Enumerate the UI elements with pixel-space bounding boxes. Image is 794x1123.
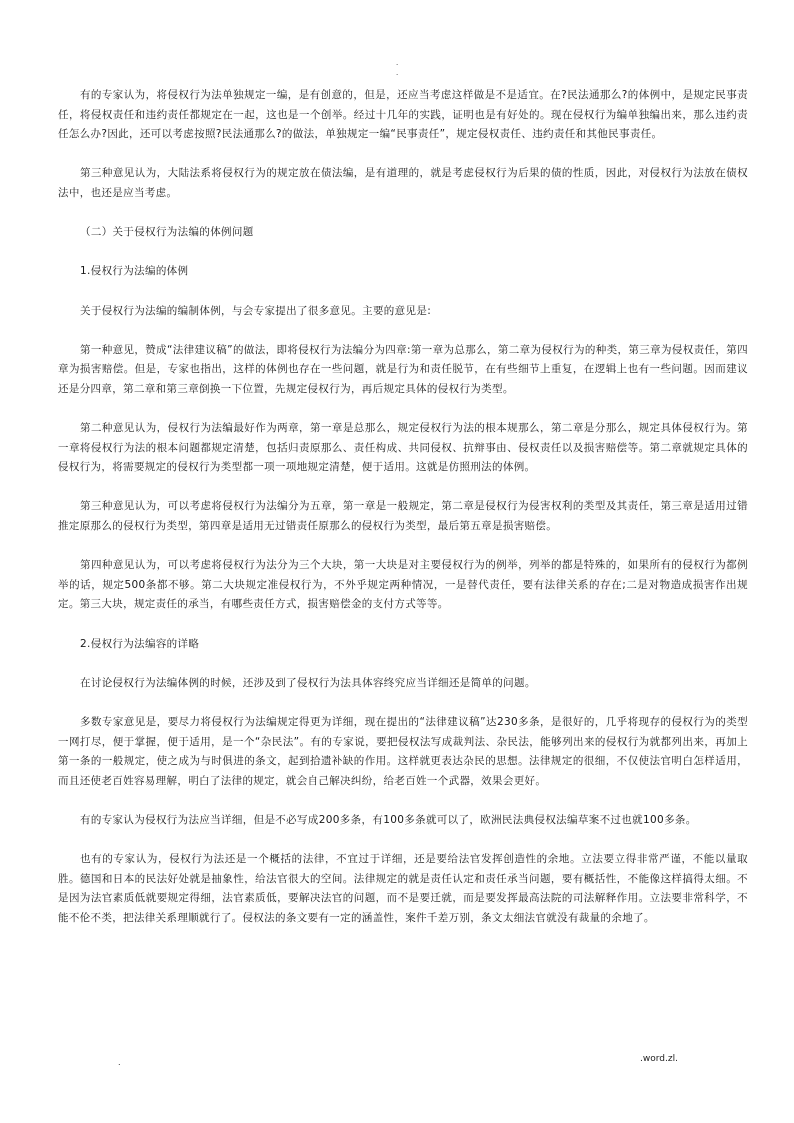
paragraph: 有的专家认为侵权行为法应当详细，但是不必写成200多条，有100多条就可以了，欧洲民法典侵权法编草案不过也就100多条。 (80, 813, 697, 826)
section-heading: （二）关于侵权行为法编的体例问题 (80, 226, 254, 239)
paragraph: 第三种意见认为，大陆法系将侵权行为的规定放在债法编，是有道理的，就是考虑侵权行为后果的债的性质，因此，对侵权行为法放在债权法中，也还是应当考虑。 (58, 167, 748, 199)
subsection-heading: 1.侵权行为法编的体例 (80, 265, 189, 278)
paragraph: 第四种意见认为，可以考虑将侵权行为法分为三个大块，第一大块是对主要侵权行为的例举，列举的都是特殊的，如果所有的侵权行为都例举的话，规定500条都不够。第二大块规定准侵权行为，不外乎规定两种情况，一是替代责任，要有法律关系的存在;二是对物造成损害作出规定。第三大块，规定责任的承当，有哪些责任方式，损害赔偿金的支付方式等等。 (58, 559, 748, 611)
paragraph: 有的专家认为，将侵权行为法单独规定一编，是有创意的，但是，还应当考虑这样做是不是适宜。在?民法通那么?的体例中，是规定民事责任，将侵权责任和违约责任都规定在一起，这也是一个创举。经过十几年的实践，证明也是有好处的。现在侵权行为编单独编出来，那么违约责任怎么办?因此，还可以考虑按照?民法通那么?的做法，单独规定一编“民事责任”，规定侵权责任、违约责任和其他民事责任。 (58, 89, 748, 141)
header-dots (396, 58, 400, 78)
paragraph: 第二种意见认为，侵权行为法编最好作为两章，第一章是总那么，规定侵权行为法的根本规那么，第二章是分那么，规定具体侵权行为。第一章将侵权行为法的根本问题都规定清楚，包括归责原那么、责任构成、共同侵权、抗辩事由、侵权责任以及损害赔偿等。第二章就规定具体的侵权行为，将需要规定的侵权行为类型都一项一项地规定清楚，便于适用。这就是仿照刑法的体例。 (58, 422, 748, 474)
paragraph: 第三种意见认为，可以考虑将侵权行为法编分为五章，第一章是一般规定，第二章是侵权行为侵害权利的类型及其责任，第三章是适用过错推定原那么的侵权行为类型，第四章是适用无过错责任原那么的侵权行为类型，最后第五章是损害赔偿。 (58, 500, 748, 533)
paragraph: 多数专家意见是，要尽力将侵权行为法编规定得更为详细，现在提出的“法律建议稿”达230多条，是很好的，几乎将现存的侵权行为的类型一网打尽，便于掌握，便于适用，是一个“杂民法”。有的专家说，要把侵权法写成裁判法、杂民法，能够列出来的侵权行为就都列出来，再加上第一条的一般规定，使之成为与时俱进的条文，起到拾遗补缺的作用。这样就更表达杂民的思想。法律规定的很细，不仅使法官明白怎样适用，而且还使老百姓容易理解，明白了法律的规定，就会自己解决纠纷，给老百姓一个武器，效果会更好。 (58, 716, 748, 787)
header-dot-top: . (396, 59, 399, 67)
paragraph: 也有的专家认为，侵权行为法还是一个概括的法律，不宜过于详细，还是要给法官发挥创造性的余地。立法要立得非常严谨，不能以量取胜。德国和日本的民法好处就是抽象性，给法官很大的空间。法律规定的就是责任认定和责任承当问题，要有概括性，不能像这样搞得太细。不是因为法官素质低就要规定得细，法官素质低，要解决法官的问题，而不是要迁就，而是要发挥最高法院的司法解释作用。立法要非常科学，不能不伦不类，把法律关系理顺就行了。侵权法的条文要有一定的涵盖性，案件千差万别，条文太细法官就没有裁量的余地了。 (58, 853, 748, 924)
document-body (58, 86, 748, 929)
paragraph: 关于侵权行为法编的编制体例，与会专家提出了很多意见。主要的意见是: (80, 304, 432, 317)
header-dot-bottom: . (396, 69, 399, 77)
subsection-heading: 2.侵权行为法编容的详略 (80, 637, 200, 650)
paragraph: 第一种意见，赞成“法律建议稿”的做法，即将侵权行为法编分为四章:第一章为总那么，第二章为侵权行为的种类，第三章为侵权责任，第四章为损害赔偿。但是，专家也指出，这样的体例也存在一些问题，就是行为和责任脱节，在有些细节上重复，在逻辑上也有一些问题。因而建议还是分四章，第二章和第三章倒换一下位置，先规定侵权行为，再后规定具体的侵权行为类型。 (58, 343, 748, 395)
paragraph: 在讨论侵权行为法编体例的时候，还涉及到了侵权行为法具体容终究应当详细还是简单的问题。 (80, 676, 536, 689)
footer-watermark: .word.zl. (640, 1054, 678, 1064)
footer-dot: . (118, 1058, 121, 1067)
